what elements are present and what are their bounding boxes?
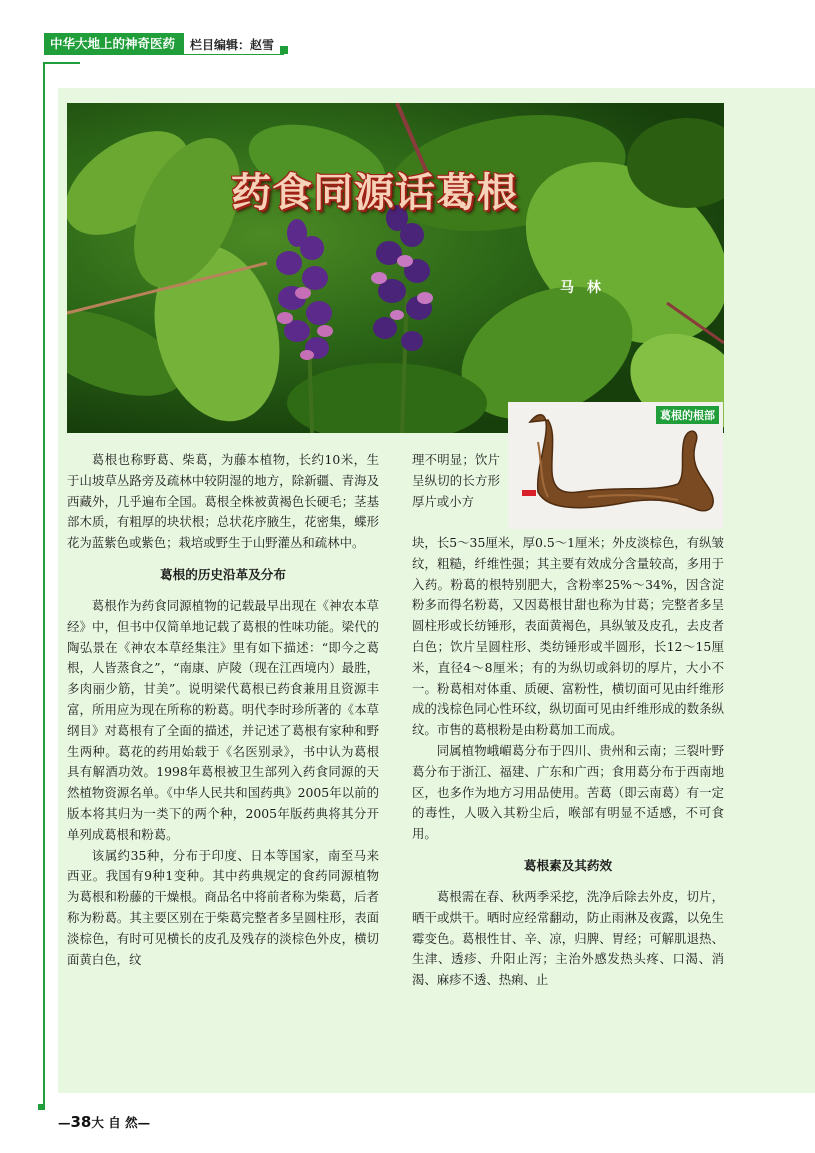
page-footer (58, 1113, 150, 1131)
footer-dash-right: — (137, 1115, 151, 1130)
header-rule (184, 54, 284, 55)
footer-dash-left: — (58, 1115, 71, 1130)
column-editor: 栏目编辑：赵雪 (190, 38, 275, 52)
hero-photo-kudzu-flowers (67, 103, 724, 433)
distribution-paragraph: 同属植物峨嵋葛分布于四川、贵州和云南；三裂叶野葛分布于浙江、福建、广东和广西；食用葛分布于西南地区，也多作为地方习用品使用。苦葛（即云南葛）有一定的毒性，人吸入其粉尘后，喉部有明显不适感，不可食用。 (412, 742, 724, 842)
section-heading-history: 葛根的历史沿革及分布 (160, 566, 286, 582)
article-column-right (412, 533, 724, 991)
article-column-left (67, 450, 379, 970)
footer-square-ornament (38, 1104, 43, 1110)
header-square-ornament (280, 46, 288, 54)
inset-photo-kudzu-root (508, 402, 723, 529)
column-right-wrap-text: 理不明显；饮片呈纵切的长方形厚片或小方 (412, 452, 500, 509)
frame-left-line (43, 62, 45, 1110)
inset-photo-caption: 葛根的根部 (656, 406, 719, 424)
history-paragraph-2: 该属约35种，分布于印度、日本等国家，南至马来西亚。我国有9种1变种。其中药典规定的食药同源植物为葛根和粉藤的干燥根。商品名中将前者称为柴葛，后者称为粉葛。其主要区别在于柴葛完整者多呈圆柱形，表面淡棕色，有时可见横长的皮孔及残存的淡棕色外皮，横切面黄白色，纹 (67, 847, 379, 967)
article-author: 马 林 (560, 280, 605, 296)
right-paragraph-continued: 块，长5～35厘米，厚0.5～1厘米；外皮淡棕色，有纵皱纹，粗糙，纤维性强；其主要有效成分含量较高，多用于入药。粉葛的根特别肥大，含粉率25%～34%，因含淀粉多而得名粉葛，又因葛根甘甜也称为甘葛；完整者多呈圆柱形或长纺锤形，表面黄褐色，具纵皱及皮孔，去皮者白色；饮片呈圆柱形、类纺锤形或半圆形，长12～15厘米，直径4～8厘米；有的为纵切或斜切的厚片，大小不一。粉葛相对体重、质硬、富粉性，横切面可见由纤维形成的浅棕色同心性环纹，纵切面可见由纤维形成的数条纵纹。市售的葛根粉是由粉葛加工而成。 (412, 535, 724, 738)
magazine-name: 大 自 然 (91, 1115, 138, 1130)
section-heading-puerarin: 葛根素及其药效 (523, 857, 613, 873)
page-number: 38 (70, 1113, 92, 1131)
hero-photo-illustration (67, 103, 724, 433)
puerarin-paragraph: 葛根需在春、秋两季采挖，洗净后除去外皮，切片，晒干或烘干。晒时应经常翻动，防止雨淋及夜露，以免生霉变色。葛根性甘、辛、凉，归脾、胃经；可解肌退热、生津、透疹、升阳止泻；主治外感发热头疼、口渴、消渴、麻疹不透、热痢、止 (412, 888, 724, 988)
intro-paragraph: 葛根也称野葛、柴葛，为藤本植物，长约10米，生于山坡草丛路旁及疏林中较阴湿的地方，除新疆、青海及西藏外，几乎遍布全国。葛根全株被黄褐色长硬毛；茎基部木质，有粗厚的块状根；总状花序腋生，花密集，蝶形花为蓝紫色或紫色；栽培或野生于山野灌丛和疏林中。 (67, 452, 379, 551)
frame-top-line (44, 62, 80, 64)
article-title: 药食同源话葛根 (231, 170, 518, 216)
column-title-tab: 中华大地上的神奇医药 (44, 33, 184, 55)
history-paragraph-1: 葛根作为药食同源植物的记载最早出现在《神农本草经》中，但书中仅简单地记载了葛根的性味功能。梁代的陶弘景在《神农本草经集注》里有如下描述：“即今之葛根，人皆蒸食之”，“南康、庐陵（现在江西境内）最胜，多肉丽少筋，甘美”。说明梁代葛根已药食兼用且资源丰富，所用应为现在所称的粉葛。明代李时珍所著的《本草纲目》对葛根有了全面的描述，并记述了葛根有家种和野生两种。葛花的药用始载于《名医别录》，书中认为葛根具有解酒功效。1998年葛根被卫生部列入药食同源的天然植物资源名单。《中华人民共和国药典》2005年以前的版本将其归为一类下的两个种，2005年版药典将其分开单列成葛根和粉葛。 (67, 597, 379, 842)
